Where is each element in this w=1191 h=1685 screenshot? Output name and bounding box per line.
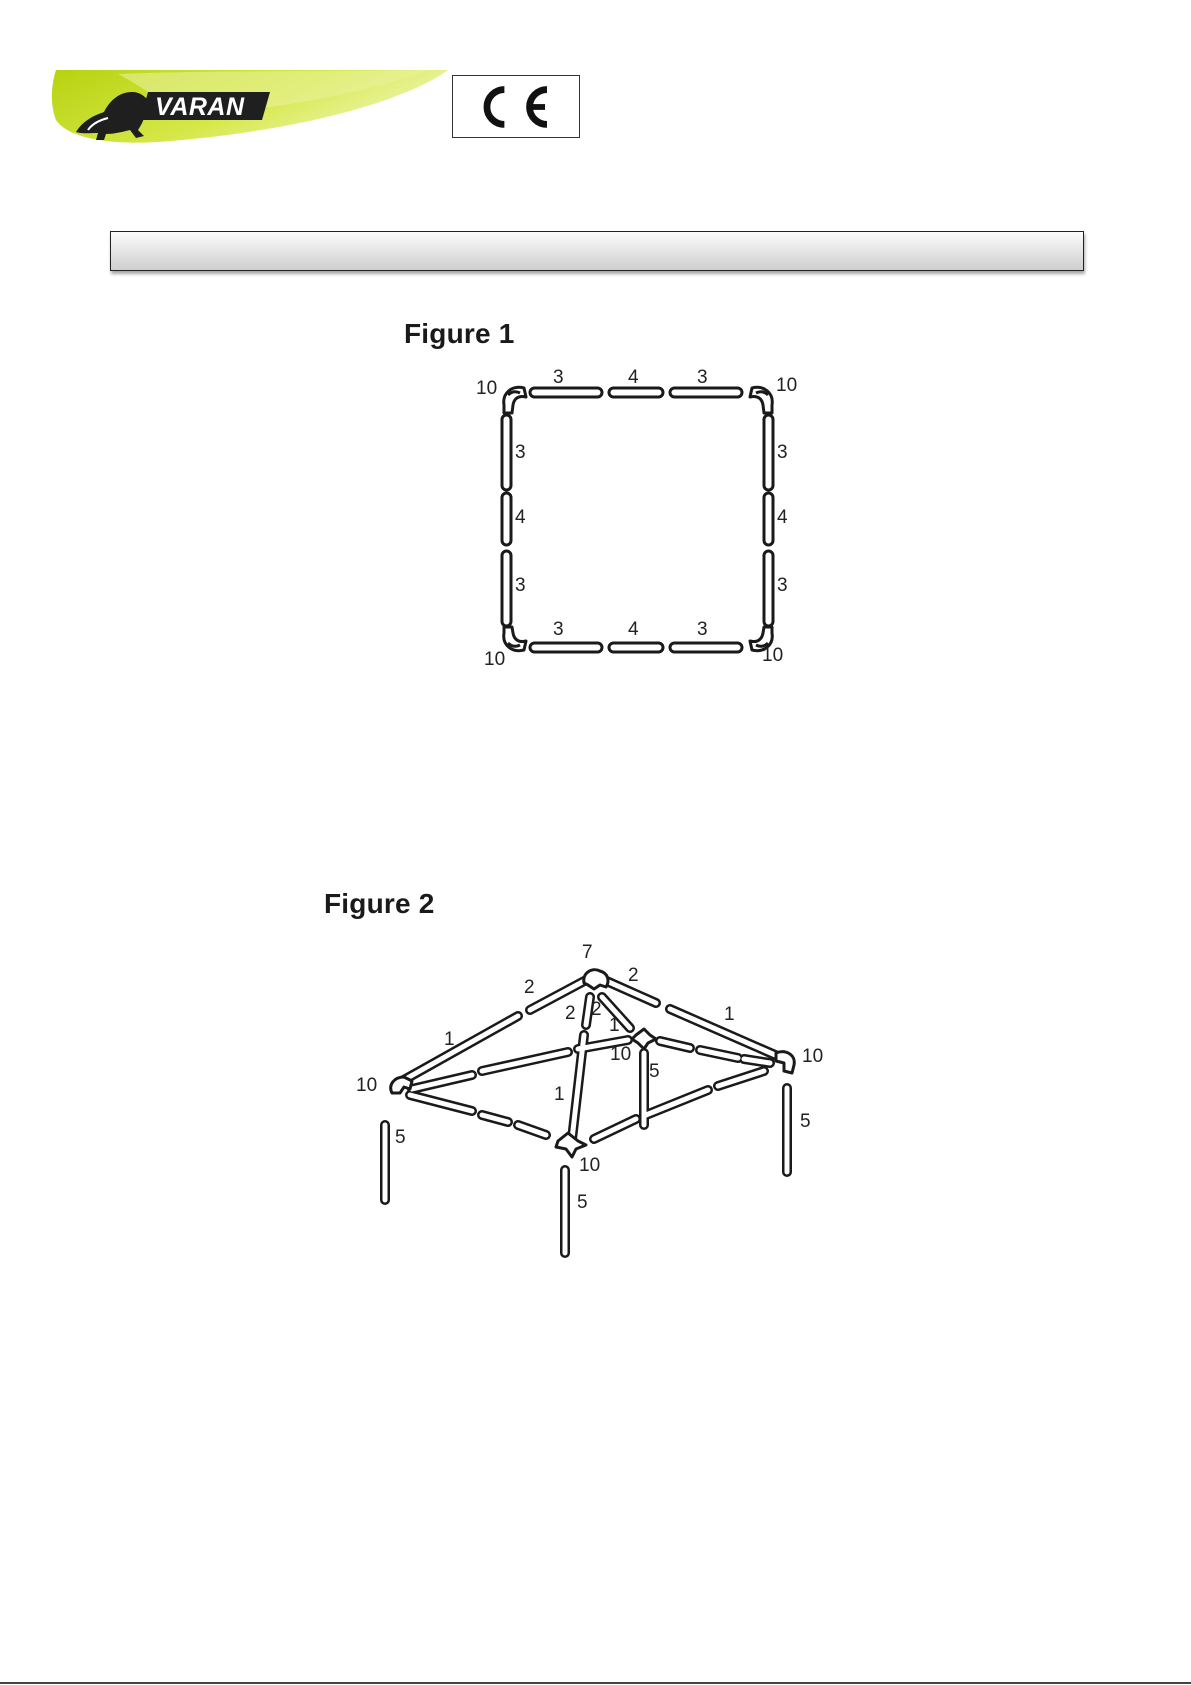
label-right-top: 3 bbox=[777, 442, 788, 463]
label-right-bottom: 3 bbox=[777, 575, 788, 596]
label-ridge-left-upper: 2 bbox=[524, 977, 535, 998]
label-corner-front: 10 bbox=[579, 1155, 601, 1176]
label-left-mid: 4 bbox=[515, 507, 526, 528]
label-bottom-right: 3 bbox=[697, 619, 708, 640]
figure-1-diagram bbox=[460, 355, 820, 675]
label-ridge-front-lower: 1 bbox=[554, 1084, 565, 1105]
label-corner-bl: 10 bbox=[484, 649, 506, 670]
label-left-top: 3 bbox=[515, 442, 526, 463]
label-corner-tr: 10 bbox=[776, 375, 798, 396]
label-leg-front: 5 bbox=[577, 1192, 588, 1213]
brand-name: VARAN bbox=[155, 93, 245, 121]
label-leg-right: 5 bbox=[800, 1111, 811, 1132]
label-right-mid: 4 bbox=[777, 507, 788, 528]
varan-logo bbox=[48, 70, 458, 145]
label-corner-tl: 10 bbox=[476, 378, 498, 399]
right-bar-3-bottom bbox=[764, 551, 773, 626]
left-bar-3-top bbox=[502, 415, 511, 490]
top-bar-3-right bbox=[670, 388, 742, 397]
label-ridge-right-upper: 2 bbox=[628, 965, 639, 986]
label-bottom-mid: 4 bbox=[628, 619, 639, 640]
left-bar-3-bottom bbox=[502, 551, 511, 626]
top-bar-4-mid bbox=[609, 388, 663, 397]
label-top-mid: 4 bbox=[628, 367, 639, 388]
figure-1-title: Figure 1 bbox=[404, 318, 515, 349]
footer-rule bbox=[0, 1682, 1191, 1684]
left-bar-4-mid bbox=[502, 493, 511, 545]
section-title-bar bbox=[110, 231, 1084, 271]
label-ridge-front-upper-a: 2 bbox=[565, 1003, 576, 1024]
figure-2-diagram bbox=[340, 935, 860, 1275]
corner-connector-back bbox=[632, 1029, 656, 1049]
bottom-bar-3-right bbox=[670, 643, 742, 652]
label-leg-back: 5 bbox=[649, 1061, 660, 1082]
figure-2-title: Figure 2 bbox=[324, 888, 435, 919]
label-top-right: 3 bbox=[697, 367, 708, 388]
ce-mark-icon bbox=[453, 76, 579, 137]
bottom-bar-4-mid bbox=[609, 643, 663, 652]
label-ridge-left-lower: 1 bbox=[444, 1029, 455, 1050]
right-bar-4-mid bbox=[764, 493, 773, 545]
label-top-left: 3 bbox=[553, 367, 564, 388]
label-leg-left: 5 bbox=[395, 1127, 406, 1148]
ce-mark-box bbox=[452, 75, 580, 138]
top-bar-3-left bbox=[530, 388, 602, 397]
label-ridge-back-lower: 1 bbox=[609, 1015, 620, 1036]
label-corner-right: 10 bbox=[802, 1046, 824, 1067]
label-corner-left: 10 bbox=[356, 1075, 378, 1096]
apex-connector bbox=[584, 970, 608, 989]
label-corner-br: 10 bbox=[762, 645, 784, 666]
label-left-bottom: 3 bbox=[515, 575, 526, 596]
label-apex: 7 bbox=[582, 942, 593, 963]
label-ridge-front-upper-b: 2 bbox=[591, 999, 602, 1020]
right-bar-3-top bbox=[764, 415, 773, 490]
bottom-bar-3-left bbox=[530, 643, 602, 652]
corner-connector-front bbox=[556, 1133, 586, 1157]
label-bottom-left: 3 bbox=[553, 619, 564, 640]
label-corner-back: 10 bbox=[610, 1044, 632, 1065]
label-ridge-right-lower: 1 bbox=[724, 1004, 735, 1025]
corner-connector-right bbox=[776, 1052, 794, 1073]
